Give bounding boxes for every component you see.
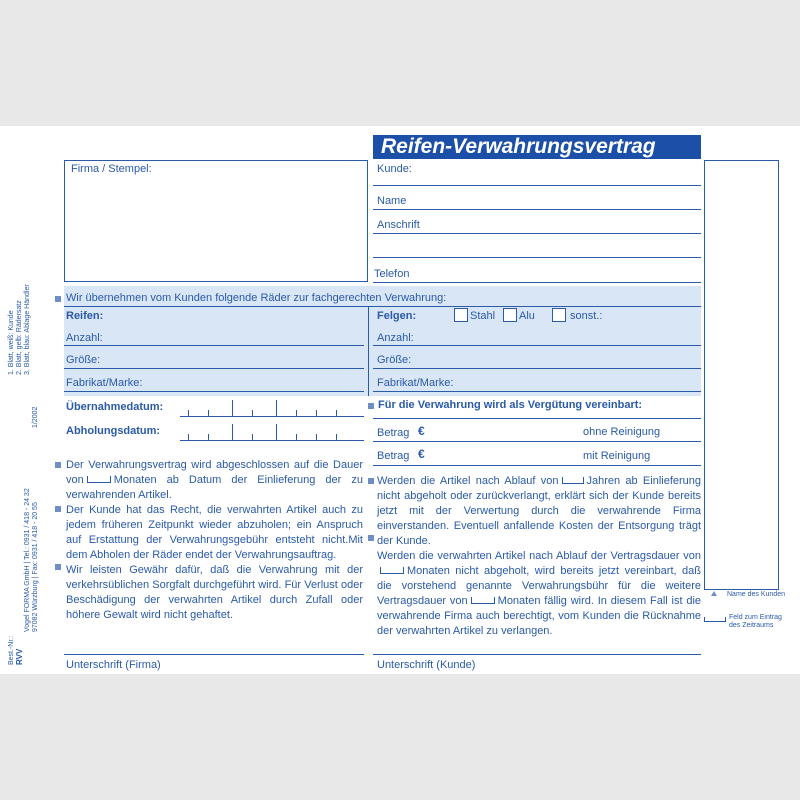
period-bracket-icon: [704, 617, 726, 622]
euro-sign-2: €: [418, 447, 425, 461]
verguetung-underline: [373, 418, 701, 419]
reifen-fabrikat-label: Fabrikat/Marke:: [66, 377, 143, 389]
signature-label-kunde: Unterschrift (Kunde): [377, 659, 476, 671]
term-4b: Jahren ab Einlieferung nicht abgeholt oder zurückverlangt, erklärt sich der Kunde bereits jetzt mit der Verwertung durch die verwahrende Firma einverstanden. Eventuell anfallende Kosten der Entsorgung trägt der Kunde.: [377, 475, 702, 547]
sonst-label: sonst.:: [570, 310, 603, 322]
felgen-fabrikat-label: Fabrikat/Marke:: [377, 377, 454, 389]
telefon-line[interactable]: [373, 282, 701, 283]
term-4a: Werden die Artikel nach Ablauf von: [377, 475, 559, 487]
betrag-label-2: Betrag: [377, 450, 410, 462]
abholung-date-field[interactable]: [180, 424, 364, 441]
felgen-fabrikat-line[interactable]: [373, 391, 701, 392]
extra-months-field[interactable]: [471, 597, 495, 604]
contract-months-field[interactable]: [380, 567, 404, 574]
ohne-reinigung-label: ohne Reinigung: [583, 426, 661, 438]
stahl-label: Stahl: [470, 310, 496, 322]
intro-underline: [64, 306, 701, 307]
term-1b: Dauer von: [66, 459, 363, 486]
bullet-icon: [368, 535, 374, 541]
sonst-checkbox[interactable]: [552, 308, 566, 322]
name-line[interactable]: [373, 209, 701, 210]
bullet-icon: [55, 564, 61, 570]
kunde-label: Kunde:: [377, 163, 412, 175]
publisher-note: [8, 636, 24, 665]
form-title: Reifen-Verwahrungsvertrag: [373, 135, 701, 159]
term-1a: Der Verwahrungsvertrag wird abgeschlossen auf die: [66, 459, 329, 471]
term-1c: Monaten ab Datum der Einlieferung der zu verwahrenden Artikel.: [66, 474, 363, 501]
alu-label: Alu: [519, 310, 535, 322]
bullet-icon: [55, 506, 61, 512]
bullet-icon: [55, 296, 61, 302]
reifen-fabrikat-line[interactable]: [64, 391, 364, 392]
name-kunden-note: Name des Kunden: [727, 591, 785, 598]
customer-name-strip[interactable]: [704, 160, 779, 590]
reifen-anzahl-label: Anzahl:: [66, 332, 103, 344]
felgen-groesse-label: Größe:: [377, 354, 412, 366]
kunde-line-1[interactable]: [373, 185, 701, 186]
firma-label: Firma / Stempel:: [71, 163, 152, 175]
felgen-anzahl-line[interactable]: [373, 345, 701, 346]
uebernahme-label: Übernahmedatum:: [66, 401, 164, 413]
term-5c: Monaten fällig wird. In diesem Fall ist die verwahrende Firma auch berechtigt, vom Kunden die Rücknahme der verwahrten Artikel zu verlangen.: [377, 595, 702, 637]
term-5a: Werden die verwahrten Artikel nach Ablauf der Vertragsdauer von: [377, 550, 701, 562]
bullet-icon: [55, 462, 61, 468]
felgen-anzahl-label: Anzahl:: [377, 332, 414, 344]
firma-stamp-box[interactable]: [64, 160, 368, 282]
stahl-checkbox[interactable]: [454, 308, 468, 322]
publisher-line-1: Vogel FORMA GmbH | Tel.: 0931 / 418 - 24 32: [24, 488, 31, 632]
felgen-groesse-line[interactable]: [373, 368, 701, 369]
bestnr-label: Best.-Nr.:: [8, 635, 15, 665]
uebernahme-date-field[interactable]: [180, 400, 364, 417]
reifen-groesse-label: Größe:: [66, 354, 101, 366]
bullet-icon: [368, 403, 374, 409]
reifen-groesse-line[interactable]: [64, 368, 364, 369]
copies-note: [8, 284, 32, 375]
publisher-line-2: 97082 Würzburg | Fax: 0931 / 418 - 20 55: [32, 502, 39, 632]
anschrift-line-2[interactable]: [373, 257, 701, 258]
arrow-up-icon: [711, 591, 717, 596]
term-3: Wir leisten Gewähr dafür, daß die Verwahrung mit der verkehrsüblichen Sorgfalt durchgeführt wird. Für Verlust oder Beschädigung der verwahrten Artikel durch Zufall oder höhere Gewalt wird nicht gehaftet.: [66, 564, 363, 621]
edition-note: [32, 407, 40, 428]
duration-months-field[interactable]: [87, 476, 111, 483]
publisher-address: [24, 488, 40, 632]
abholung-label: Abholungsdatum:: [66, 425, 161, 437]
section-divider: [368, 306, 369, 396]
betrag-label-1: Betrag: [377, 427, 410, 439]
name-label: Name: [377, 195, 407, 207]
term-2: Der Kunde hat das Recht, die verwahrten Artikel auch zu jedem früheren Zeitpunkt wieder abzuholen; ein Anspruch auf Erstattung der Verwahrungsgebühr entsteht nicht.Mit dem Abholen der Räder endet der Verwahrungsauftrag.: [66, 504, 363, 561]
felgen-title: Felgen:: [377, 310, 417, 322]
telefon-label: Telefon: [374, 268, 410, 280]
reifen-anzahl-line[interactable]: [64, 345, 364, 346]
signature-line-firma[interactable]: [64, 654, 364, 655]
verguetung-title: Für die Verwahrung wird als Vergütung vereinbart:: [378, 399, 643, 411]
edition: 1/2002: [32, 406, 39, 428]
copies-line-1: 1. Blatt, weiß: Kunde: [8, 310, 15, 375]
bullet-icon: [368, 478, 374, 484]
mit-reinigung-label: mit Reinigung: [583, 450, 651, 462]
betrag-line-1[interactable]: [373, 441, 701, 442]
signature-line-kunde[interactable]: [373, 654, 701, 655]
anschrift-line[interactable]: [373, 233, 701, 234]
anschrift-label: Anschrift: [377, 219, 420, 231]
feld-note-2: des Zeitraums: [729, 622, 774, 629]
right-terms: [377, 474, 701, 639]
intro-text: Wir übernehmen vom Kunden folgende Räder zur fachgerechten Verwahrung:: [66, 292, 447, 304]
euro-sign-1: €: [418, 424, 425, 438]
copies-line-2: 2. Blatt, gelb: Rädersatz: [16, 300, 23, 375]
bestnr-value: RVV: [15, 648, 24, 665]
left-terms: [66, 458, 363, 623]
alu-checkbox[interactable]: [503, 308, 517, 322]
reifen-title: Reifen:: [66, 310, 104, 322]
copies-line-3: 3. Blatt, blau: Ablage Händler: [24, 284, 31, 375]
feld-note-1: Feld zum Eintrag: [729, 614, 782, 621]
betrag-line-2[interactable]: [373, 465, 701, 466]
years-field[interactable]: [562, 477, 584, 484]
term-5b: Monaten nicht abgeholt, wird bereits jetzt vereinbart, daß die vorstehend genannte Verwahrungsbühr für die weitere Vertragsdauer von: [377, 565, 701, 607]
signature-label-firma: Unterschrift (Firma): [66, 659, 161, 671]
